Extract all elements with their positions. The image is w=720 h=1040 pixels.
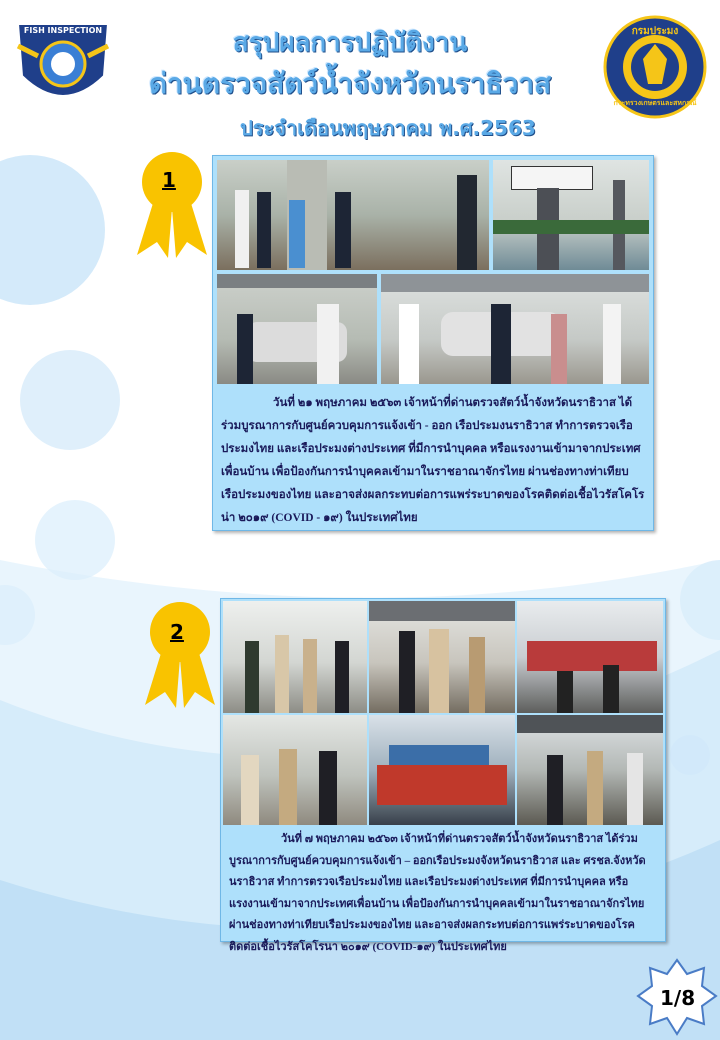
photo (223, 601, 367, 713)
page-title-line1: สรุปผลการปฏิบัติงาน (232, 28, 468, 58)
activity-caption: วันที่ ๒๑ พฤษภาคม ๒๕๖๓ เจ้าหน้าที่ด่านตรวจสัตว์น้ำจังหวัดนราธิวาส ได้ร่วมบูรณาการกับศูนย์ควบคุมการแจ้งเข้า - ออก เรือประมงนราธิวาส ทำการตรวจเรือประมงไทย และเรือประมงต่างประเทศ ที่มีการนำบุคคล หรือแรงงานเข้ามาจากประเทศเพื่อนบ้าน เพื่อป้องกันการนำบุคคลเข้ามาในราชอาณาจักรไทย ผ่านช่องทางท่าเทียบเรือประมงของไทย และอาจส่งผลกระทบต่อการแพร่ระบาดของโรคติดต่อเชื้อไวรัสโคโรน่า ๒๐๑๙ (COVID - ๑๙) ในประเทศไทย (221, 397, 645, 524)
photo (217, 160, 489, 270)
item-number: 2 (170, 620, 184, 644)
photo (517, 715, 663, 825)
ribbon-icon (132, 150, 212, 260)
photo (369, 601, 515, 713)
activity-caption: วันที่ ๗ พฤษภาคม ๒๕๖๓ เจ้าหน้าที่ด่านตรวจสัตว์น้ำจังหวัดนราธิวาส ได้ร่วมบูรณาการกับศูนย์ควบคุมการแจ้งเข้า – ออกเรือประมงจังหวัดนราธิวาส และ ศรชล.จังหวัดนราธิวาส ทำการตรวจเรือประมงไทย และเรือประมงต่างประเทศ ที่มีการนำบุคคล หรือแรงงานเข้ามาจากประเทศเพื่อนบ้าน เพื่อป้องกันการนำบุคคลเข้ามาในราชอาณาจักรไทยผ่านช่องทางท่าเทียบเรือประมงของไทย และอาจส่งผลกระทบต่อการแพร่ระบาดของโรคติดต่อเชื้อไวรัสโคโรนา ๒๐๑๙ (COVID-๑๙) ในประเทศไทย (229, 833, 646, 953)
photo (381, 274, 649, 384)
photo (217, 274, 377, 384)
photo (369, 715, 515, 825)
photo (223, 715, 367, 825)
logo-top-text: FISH INSPECTION (23, 26, 103, 35)
photo (493, 160, 649, 270)
seal-bottom-text: กระทรวงเกษตรและสหกรณ์ (613, 99, 697, 107)
item-number: 1 (162, 168, 176, 192)
activity-card (212, 155, 654, 531)
activity-card (220, 598, 666, 953)
ribbon-icon (140, 600, 220, 710)
page-number: 1/8 (660, 986, 696, 1010)
seal-top-text: กรมประมง (631, 26, 679, 37)
page-title-line2: ด่านตรวจสัตว์น้ำจังหวัดนราธิวาส (148, 67, 552, 100)
page-subtitle: ประจำเดือนพฤษภาคม พ.ศ.2563 (240, 116, 536, 140)
photo (517, 601, 663, 713)
